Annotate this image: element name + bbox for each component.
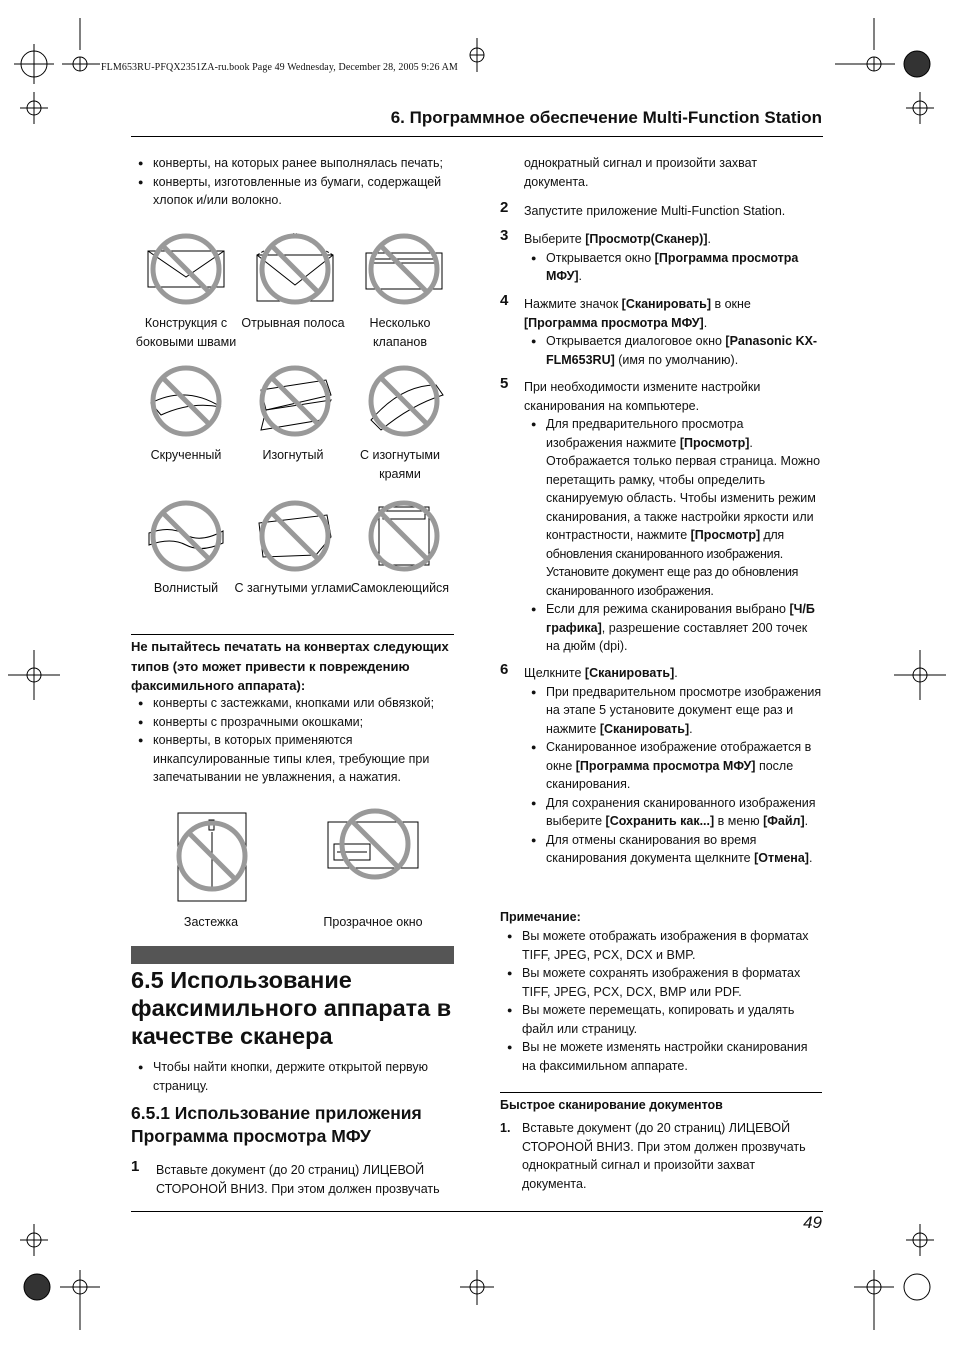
step-1-text: Вставьте документ (до 20 страниц) ЛИЦЕВОЙ СТОРОНОЙ ВНИЗ. При этом должен прозвучать bbox=[156, 1163, 440, 1196]
button-label: [Просмотр] bbox=[690, 528, 761, 542]
text: , разрешение составляет 200 точек на дюйм (dpi). bbox=[546, 620, 808, 653]
list-item bbox=[524, 831, 822, 868]
list-item: ● Вы можете отображать изображения в форматах TIFF, JPEG, PCX, DCX и BMP. bbox=[500, 927, 824, 964]
button-label: [Сканировать] bbox=[584, 666, 675, 680]
button-label: [Сканировать] bbox=[599, 721, 690, 736]
list-item: ● Чтобы найти кнопки, держите открытой первую страницу. bbox=[131, 1058, 461, 1095]
button-label: [Отмена] bbox=[754, 851, 809, 865]
quick-scan-heading: Быстрое сканирование документов bbox=[500, 1098, 723, 1112]
envelope-figures bbox=[131, 225, 461, 615]
list-item: ● Вы не можете изменять настройки сканирования на факсимильном аппарате. bbox=[500, 1038, 824, 1075]
caption-self-seal: Самоклеющийся bbox=[350, 581, 450, 595]
caption-window: Прозрачное окно bbox=[323, 915, 423, 929]
book-meta-line: FLM653RU-PFQX2351ZA-ru.book Page 49 Wednesday, December 28, 2005 9:26 AM bbox=[101, 62, 458, 73]
window-label: [Программа просмотра МФУ] bbox=[524, 315, 704, 330]
step-number: 4 bbox=[500, 292, 509, 309]
text: для обновления сканированного изображения. Установите документ еще раз до обновления сканированного изображения. bbox=[546, 528, 799, 598]
caption-curved-edges: С изогнутыми краями bbox=[359, 448, 441, 481]
list-item: ● конверты, на которых ранее выполнялась печать; bbox=[131, 154, 461, 173]
caption-multiple-flaps: Несколько клапанов bbox=[369, 316, 431, 349]
step-number: 6 bbox=[500, 661, 509, 678]
step-3-suffix: . bbox=[707, 232, 711, 246]
text: При предварительном просмотре изображения на этапе 5 установите документ еще раз и нажмите bbox=[546, 684, 822, 736]
quick-scan-rule bbox=[500, 1092, 822, 1093]
list-item: ● конверты, в которых применяются инкапсулированные типы клея, требующие при запечатывании не увлажнения, а нажатия. bbox=[131, 731, 461, 787]
list-item bbox=[524, 738, 822, 794]
page-header-title: 6. Программное обеспечение Multi-Function Station bbox=[390, 108, 822, 127]
text: . Отображается только первая страница. Можно перетащить рамку, чтобы определить сканируемую область. Чтобы изменить режим сканирования, а также настройки яркости или контрастности, нажмите bbox=[546, 435, 821, 542]
caption-curled: Скрученный bbox=[150, 448, 222, 462]
text: Для предварительного просмотра изображения нажмите bbox=[546, 417, 744, 450]
list-item: ● конверты с прозрачными окошками; bbox=[131, 713, 461, 732]
menu-label: [Файл] bbox=[763, 814, 805, 828]
note-heading: Примечание: bbox=[500, 910, 581, 924]
text: Открывается диалоговое окно bbox=[546, 334, 726, 348]
list-item bbox=[524, 600, 822, 656]
section-bar bbox=[131, 946, 454, 964]
list-item: ● конверты с застежками, кнопками или обвязкой; bbox=[131, 694, 461, 713]
text: Сканированное изображение отображается в окне bbox=[546, 740, 812, 773]
dialog-label: [Panasonic KX-FLM653RU] bbox=[546, 334, 818, 367]
list-item: ● Вы можете сохранять изображения в форматах TIFF, JPEG, PCX, DCX, BMP или PDF. bbox=[500, 964, 824, 1001]
list-item: ● Вы можете перемещать, копировать и удалять файл или страницу. bbox=[500, 1001, 824, 1038]
step-6-text bbox=[524, 664, 822, 868]
step-number: 5 bbox=[500, 375, 509, 392]
step-3-text bbox=[524, 230, 822, 286]
section-bullets bbox=[131, 1058, 461, 1095]
button-label: [Сканировать] bbox=[621, 297, 711, 311]
caption-clasp: Застежка bbox=[183, 915, 239, 929]
text: Для отмены сканирования во время сканирования документа щелкните bbox=[546, 832, 757, 865]
clasp-window-figures bbox=[131, 808, 461, 908]
list-item bbox=[524, 332, 822, 369]
text: . bbox=[703, 315, 708, 330]
step-1-continued: однократный сигнал и произойти захват документа. bbox=[524, 156, 758, 189]
window-label: [Программа просмотра МФУ] bbox=[546, 250, 799, 283]
text: Щелкните bbox=[524, 666, 585, 680]
section-title: 6.5 Использование факсимильного аппарата в качестве сканера bbox=[131, 967, 452, 1049]
footer-rule bbox=[131, 1211, 823, 1212]
step-number: 2 bbox=[500, 199, 509, 216]
text: (имя по умолчанию). bbox=[614, 352, 739, 367]
caption-bent: Изогнутый bbox=[262, 448, 324, 462]
text: . bbox=[674, 666, 678, 680]
text: Для сохранения сканированного изображения выберите bbox=[546, 795, 816, 828]
text: в окне bbox=[711, 297, 751, 311]
caption-wavy: Волнистый bbox=[153, 581, 219, 595]
list-item bbox=[524, 794, 822, 831]
text: . bbox=[808, 851, 813, 865]
text: . bbox=[689, 721, 693, 736]
subsection-title: 6.5.1 Использование приложения Программа просмотра МФУ bbox=[131, 1103, 422, 1146]
step-5-text bbox=[524, 378, 822, 656]
text: в меню bbox=[714, 814, 764, 828]
text: Если для режима сканирования выбрано bbox=[546, 602, 790, 616]
option-label: [Ч/Б графика] bbox=[546, 602, 815, 635]
warning-bullets bbox=[131, 694, 461, 787]
menu-label: [Просмотр(Сканер)] bbox=[585, 232, 708, 246]
step-4-text bbox=[524, 295, 822, 369]
page-number: 49 bbox=[803, 1213, 822, 1232]
note-bullets bbox=[500, 927, 824, 1075]
caption-side-seams: Конструкция с боковыми швами bbox=[135, 316, 237, 349]
warning-rule bbox=[131, 634, 454, 635]
caption-tear-strip: Отрывная полоса bbox=[241, 316, 345, 330]
quick-scan-num: 1. bbox=[500, 1121, 511, 1135]
menu-label: [Сохранить как...] bbox=[605, 814, 715, 828]
list-item bbox=[524, 683, 822, 739]
quick-scan-text: Вставьте документ (до 20 страниц) ЛИЦЕВОЙ СТОРОНОЙ ВНИЗ. При этом должен прозвучать однократный сигнал и произойти захват документа. bbox=[522, 1121, 806, 1191]
list-item bbox=[524, 415, 822, 600]
text: При необходимости измените настройки сканирования на компьютере. bbox=[524, 380, 761, 413]
step-3-prefix: Выберите bbox=[524, 232, 586, 246]
text: после сканирования. bbox=[546, 758, 794, 791]
step-number: 1 bbox=[131, 1158, 140, 1175]
text: Открывается окно bbox=[546, 250, 655, 265]
step-number: 3 bbox=[500, 227, 509, 244]
intro-bullets bbox=[131, 154, 461, 210]
text: . bbox=[578, 269, 583, 283]
list-item bbox=[524, 249, 822, 286]
warning-heading: Не пытайтесь печатать на конвертах следующих типов (это может привести к повреждению факсимильного аппарата): bbox=[131, 639, 449, 693]
list-item: ● конверты, изготовленные из бумаги, содержащей хлопок и/или волокно. bbox=[131, 173, 461, 210]
step-2-text: Запустите приложение Multi-Function Station. bbox=[524, 204, 786, 218]
text: . bbox=[804, 814, 809, 828]
caption-folded-corners: С загнутыми углами bbox=[234, 581, 352, 595]
text: Нажмите значок bbox=[524, 297, 622, 311]
header-rule bbox=[131, 136, 823, 137]
window-label: [Программа просмотра МФУ] bbox=[575, 758, 756, 773]
button-label: [Просмотр] bbox=[679, 435, 750, 450]
